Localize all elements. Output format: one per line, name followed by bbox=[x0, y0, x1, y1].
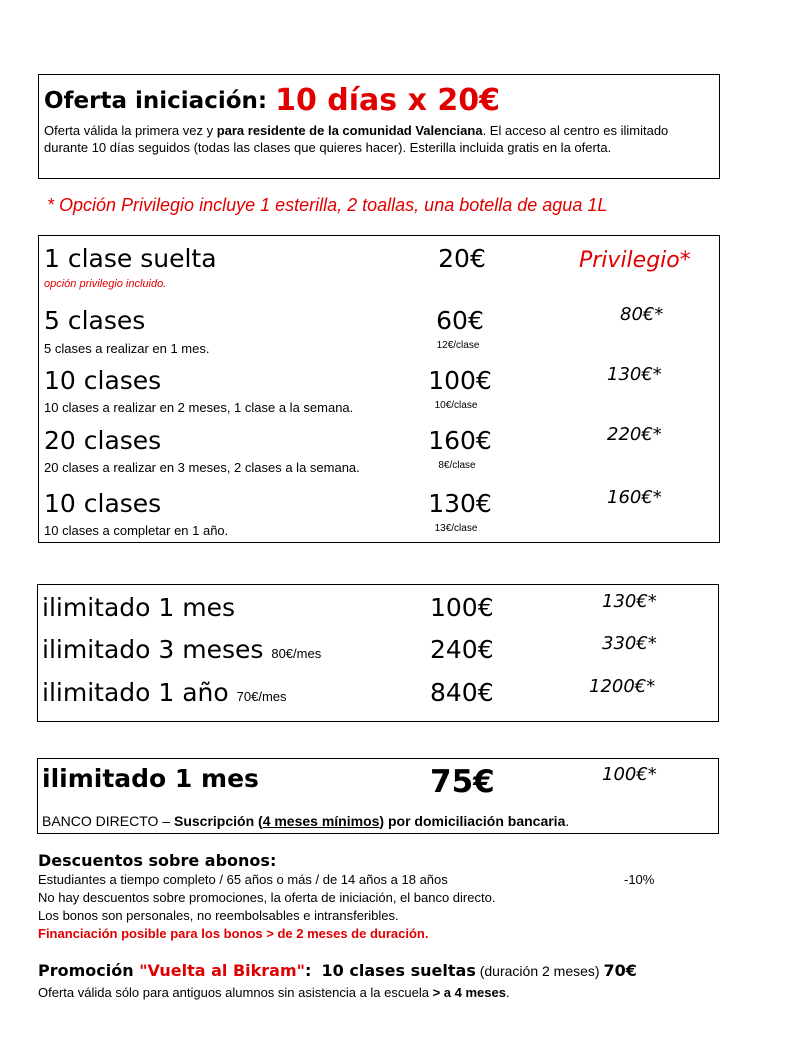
unlimited-privilege-price: 1200€* bbox=[589, 676, 656, 697]
class-desc: 10 clases a realizar en 2 meses, 1 clase a la semana. bbox=[44, 400, 354, 415]
promo-duration: (duración 2 meses) bbox=[475, 963, 604, 979]
bank-direct-box bbox=[37, 758, 719, 834]
offer-text-part: Oferta válida la primera vez y bbox=[44, 123, 217, 138]
unlimited-privilege-price: 330€* bbox=[602, 633, 657, 654]
class-price: 20€ bbox=[438, 244, 486, 273]
unlimited-name-label: ilimitado 1 mes bbox=[42, 593, 235, 622]
class-desc: opción privilegio incluido. bbox=[44, 278, 167, 290]
bank-note-bold: Suscripción ( bbox=[174, 813, 263, 829]
bank-note-end: . bbox=[565, 813, 570, 829]
class-name: 20 clases bbox=[44, 426, 162, 455]
classes-price-box bbox=[38, 235, 720, 543]
discount-value: -10% bbox=[624, 872, 655, 887]
promo-note bbox=[38, 985, 510, 1000]
unlimited-per-month: 80€/mes bbox=[271, 646, 322, 661]
class-per-price: 12€/clase bbox=[436, 340, 480, 351]
promo-note-bold: > a 4 meses bbox=[432, 985, 506, 1000]
bank-privilege-price: 100€* bbox=[602, 764, 657, 785]
offer-title-label: Oferta iniciación: bbox=[44, 88, 268, 114]
privilege-header: Privilegio* bbox=[579, 248, 691, 273]
class-desc: 20 clases a realizar en 3 meses, 2 clases a la semana. bbox=[44, 460, 360, 475]
offer-text-part: . El acceso al centro es ilimitado durante 10 días seguidos (todas las clases que quieres hacer). Esterilla incluida gratis en la oferta. bbox=[44, 123, 669, 155]
class-price: 130€ bbox=[428, 489, 492, 518]
financing-note: Financiación posible para los bonos > de 2 meses de duración. bbox=[38, 926, 429, 941]
class-price: 60€ bbox=[436, 306, 484, 335]
unlimited-price: 240€ bbox=[430, 635, 494, 664]
offer-text-bold: para residente de la comunidad Valenciana bbox=[216, 123, 483, 138]
class-per-price: 13€/clase bbox=[434, 523, 478, 534]
promo-price: 70€ bbox=[603, 961, 637, 980]
promo-offer: 10 clases sueltas bbox=[321, 961, 476, 980]
promotion-line bbox=[38, 961, 637, 980]
unlimited-price: 840€ bbox=[430, 678, 494, 707]
unlimited-name bbox=[42, 678, 287, 707]
promo-note-part: Oferta válida sólo para antiguos alumnos sin asistencia a la escuela bbox=[38, 985, 433, 1000]
unlimited-name-label: ilimitado 3 meses bbox=[42, 635, 264, 664]
promo-label: Promoción bbox=[38, 961, 140, 980]
bank-note-part: BANCO DIRECTO – bbox=[42, 813, 174, 829]
class-name: 1 clase suelta bbox=[44, 244, 217, 273]
promo-name: "Vuelta al Bikram" bbox=[139, 961, 305, 980]
class-name: 5 clases bbox=[44, 306, 146, 335]
bank-plan-price: 75€ bbox=[430, 764, 495, 800]
promo-note-end: . bbox=[505, 985, 510, 1000]
offer-highlight: 10 días x 20€ bbox=[275, 83, 501, 118]
bank-note-bold: ) por domiciliación bancaria bbox=[379, 813, 566, 829]
bank-plan-name: ilimitado 1 mes bbox=[42, 764, 259, 793]
discount-line: No hay descuentos sobre promociones, la oferta de iniciación, el banco directo. bbox=[38, 890, 496, 905]
bank-note-underline: 4 meses mínimos bbox=[262, 813, 380, 829]
class-privilege-price: 130€* bbox=[607, 364, 662, 385]
unlimited-price-box bbox=[37, 584, 719, 722]
class-per-price: 8€/clase bbox=[438, 460, 476, 471]
privilege-note: * Opción Privilegio incluye 1 esterilla, 2 toallas, una botella de agua 1L bbox=[47, 195, 608, 215]
unlimited-per-month: 70€/mes bbox=[236, 689, 287, 704]
offer-title bbox=[44, 81, 500, 116]
unlimited-price: 100€ bbox=[430, 593, 494, 622]
discount-line: Estudiantes a tiempo completo / 65 años o más / de 14 años a 18 años bbox=[38, 872, 448, 887]
class-name: 10 clases bbox=[44, 366, 162, 395]
class-desc: 5 clases a realizar en 1 mes. bbox=[44, 341, 210, 356]
discount-line: Los bonos son personales, no reembolsables e intransferibles. bbox=[38, 908, 399, 923]
unlimited-privilege-price: 130€* bbox=[602, 591, 657, 612]
unlimited-name-label: ilimitado 1 año bbox=[42, 678, 229, 707]
unlimited-name bbox=[42, 593, 235, 622]
class-price: 100€ bbox=[428, 366, 492, 395]
class-privilege-price: 220€* bbox=[607, 424, 662, 445]
class-desc: 10 clases a completar en 1 año. bbox=[44, 523, 229, 538]
class-privilege-price: 80€* bbox=[620, 304, 664, 325]
unlimited-name bbox=[42, 635, 321, 664]
class-name: 10 clases bbox=[44, 489, 162, 518]
promo-colon: : bbox=[304, 961, 312, 980]
bank-note bbox=[42, 813, 569, 829]
offer-description bbox=[44, 122, 709, 156]
class-price: 160€ bbox=[428, 426, 492, 455]
discounts-title: Descuentos sobre abonos: bbox=[38, 851, 277, 870]
offer-box bbox=[38, 74, 720, 179]
class-privilege-price: 160€* bbox=[607, 487, 662, 508]
class-per-price: 10€/clase bbox=[434, 400, 478, 411]
